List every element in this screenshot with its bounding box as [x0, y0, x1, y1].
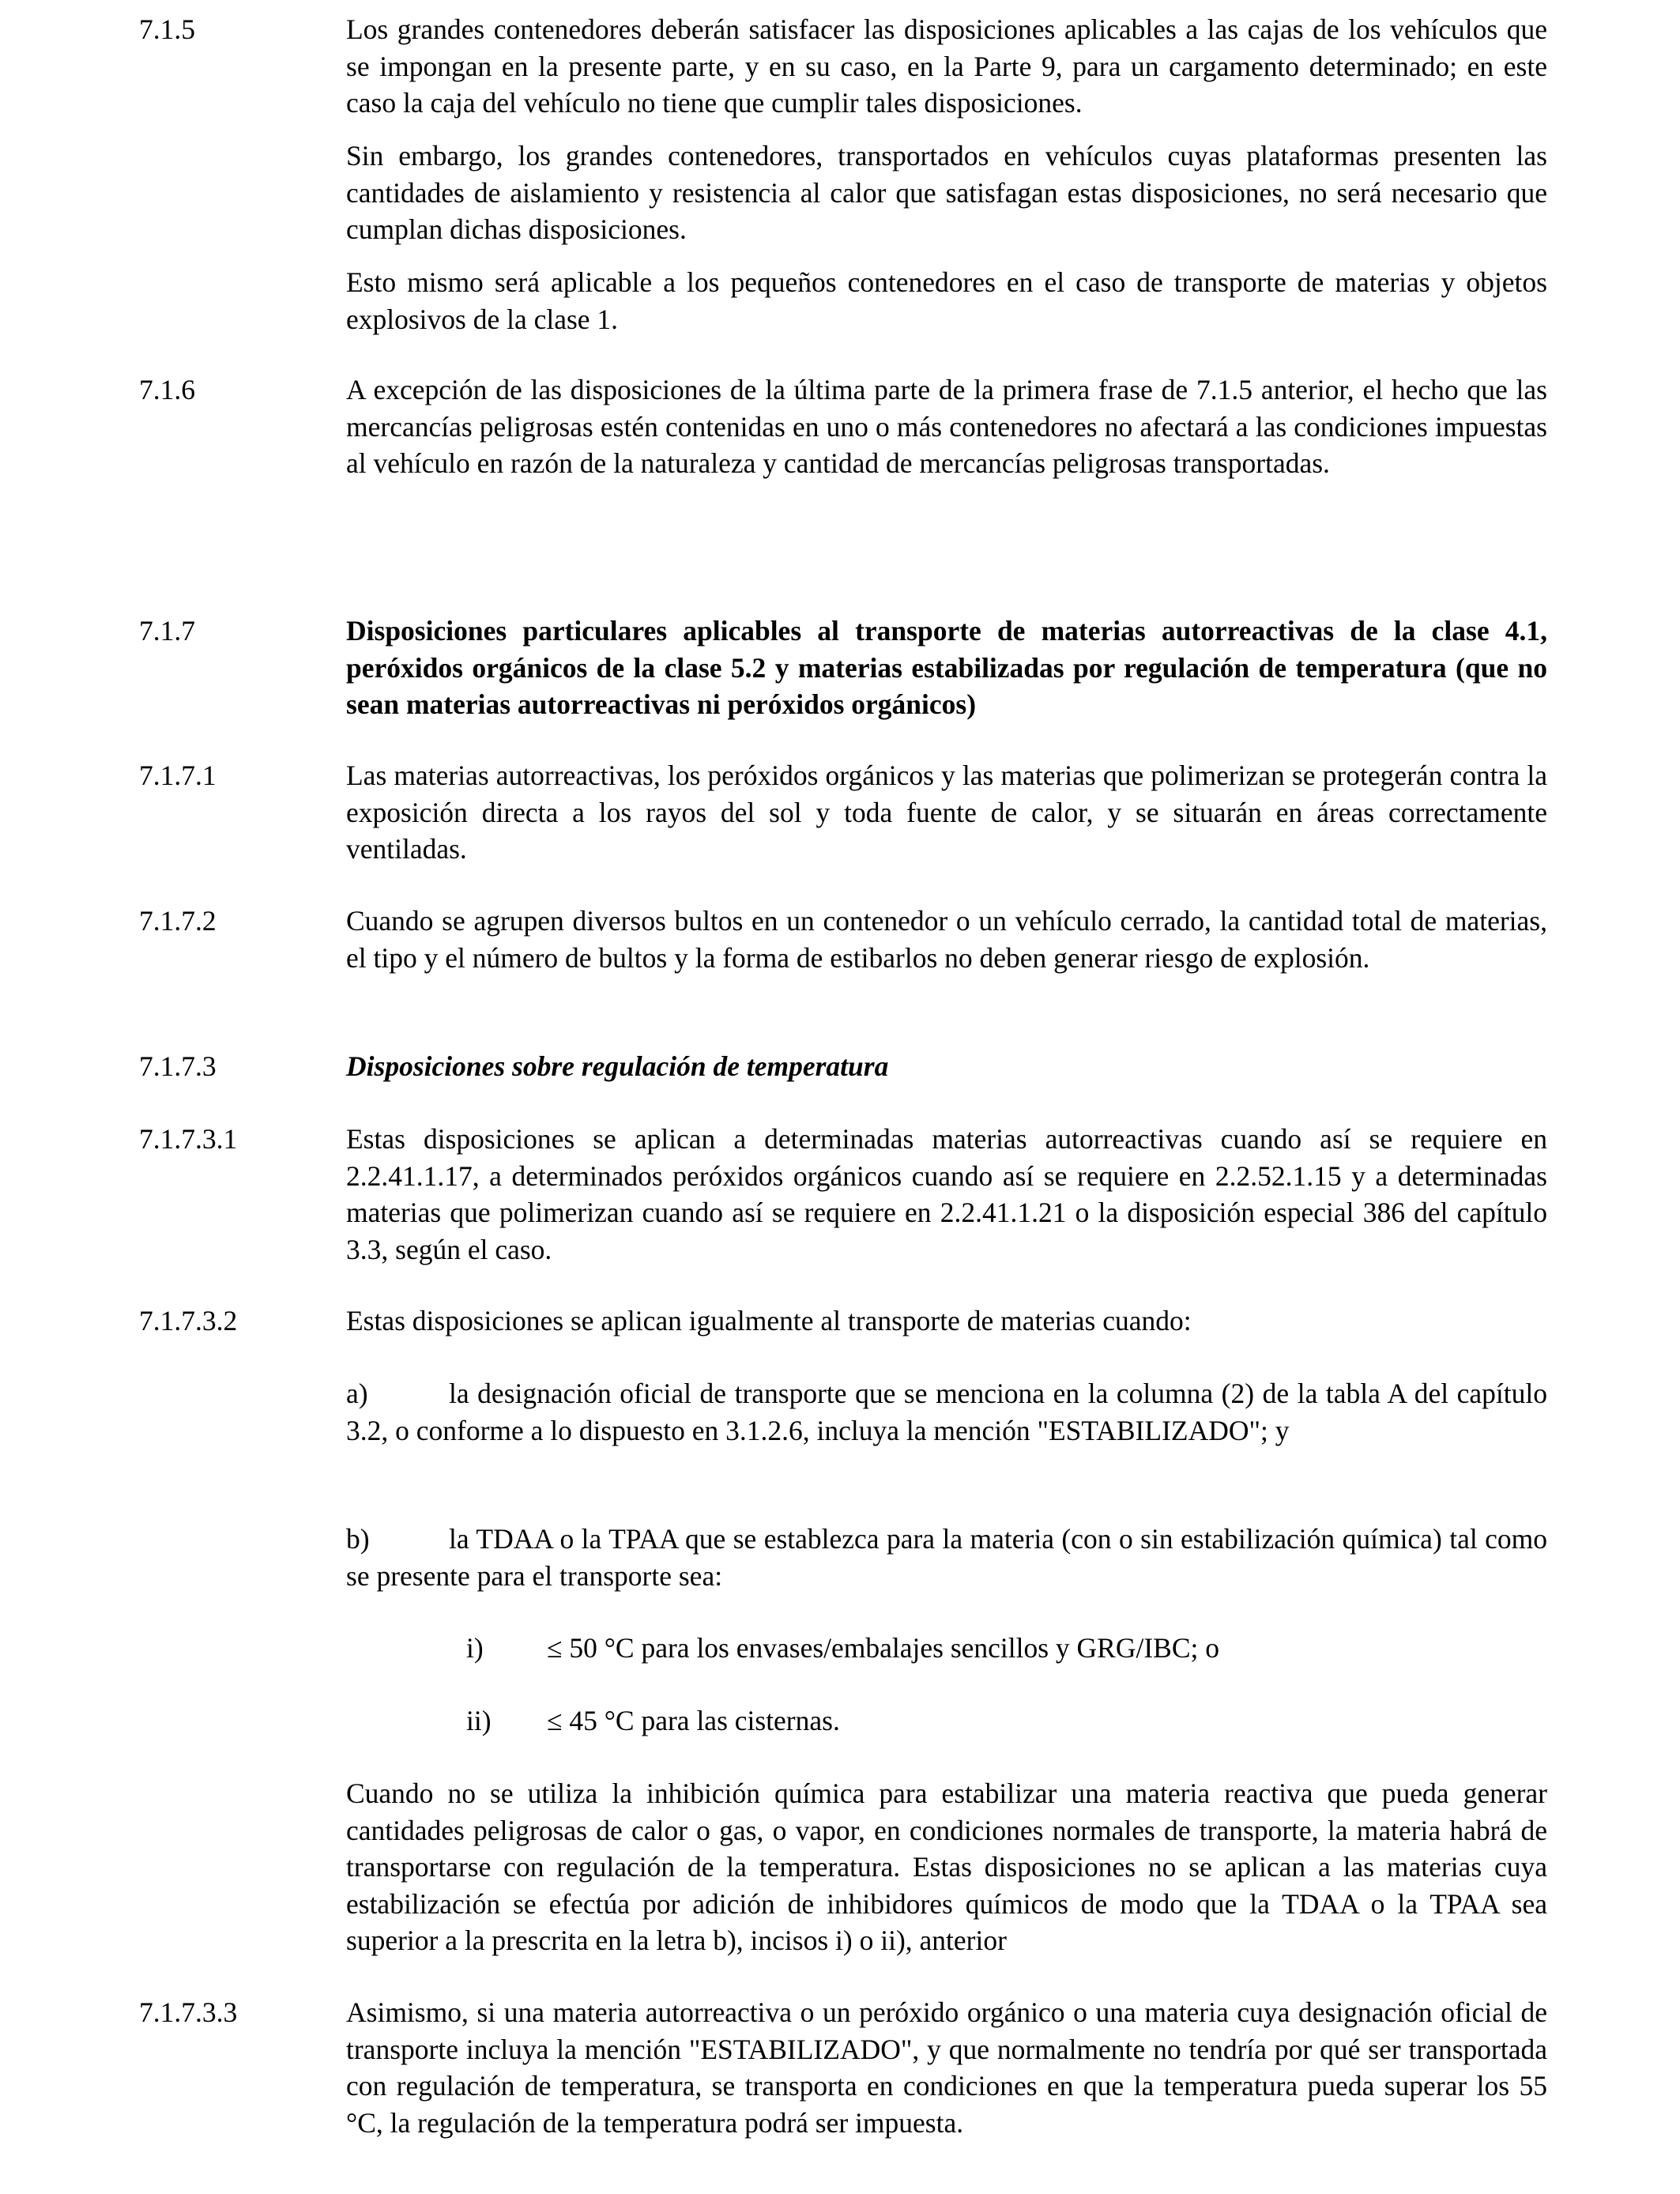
section-number-7-1-7: 7.1.7 — [139, 615, 195, 647]
section-number-7-1-6: 7.1.6 — [139, 374, 195, 405]
paragraph-7-1-7-3-1: Estas disposiciones se aplican a determinadas materias autorreactivas cuando así se requiere en 2.2.41.1.17, a determinados peróxidos orgánicos cuando así se requiere en 2.2.52.1.15 y a determinadas materias que polimerizan cuando así se requiere en 2.2.41.1.21 o la disposición especial 386 del capítulo 3.3, según el caso. — [346, 1123, 1547, 1265]
section-number-7-1-7-3: 7.1.7.3 — [139, 1050, 217, 1082]
list-label-b: b) — [346, 1523, 370, 1555]
section-number-7-1-7-1: 7.1.7.1 — [139, 760, 217, 791]
section-title-7-1-7-3: Disposiciones sobre regulación de temperatura — [346, 1050, 889, 1082]
list-text-a: la designación oficial de transporte que se menciona en la columna (2) de la tabla A del capítulo 3.2, o conforme a lo dispuesto en 3.1.2.6, incluya la mención "ESTABILIZADO"; y — [346, 1378, 1547, 1446]
paragraph-7-1-6: A excepción de las disposiciones de la última parte de la primera frase de 7.1.5 anterior, el hecho que las mercancías peligrosas estén contenidas en uno o más contenedores no afectará a las condiciones impuestas al vehículo en razón de la naturaleza y cantidad de mercancías peligrosas transportadas. — [346, 374, 1547, 479]
section-number-7-1-7-2: 7.1.7.2 — [139, 905, 217, 937]
paragraph-7-1-7-3-3: Asimismo, si una materia autorreactiva o un peróxido orgánico o una materia cuya designación oficial de transporte incluya la mención "ESTABILIZADO", y que normalmente no tendría por qué ser transportada con regulación de temperatura, se transporta en condiciones en que la temperatura pueda superar los 55 °C, la regulación de la temperatura podrá ser impuesta. — [346, 1996, 1547, 2139]
section-number-7-1-5: 7.1.5 — [139, 13, 195, 45]
list-text-ii: ≤ 45 °C para las cisternas. — [547, 1705, 840, 1736]
paragraph-7-1-5-b: Sin embargo, los grandes contenedores, transportados en vehículos cuyas plataformas presenten las cantidades de aislamiento y resistencia al calor que satisfagan estas disposiciones, no será necesario que cumplan dichas disposiciones. — [346, 140, 1547, 245]
paragraph-7-1-7-3-2-intro: Estas disposiciones se aplican igualmente al transporte de materias cuando: — [346, 1305, 1192, 1336]
list-text-i: ≤ 50 °C para los envases/embalajes sencillos y GRG/IBC; o — [547, 1632, 1220, 1664]
paragraph-7-1-5-c: Esto mismo será aplicable a los pequeños contenedores en el caso de transporte de materias y objetos explosivos de la clase 1. — [346, 266, 1547, 335]
list-item-a — [346, 1375, 1547, 1449]
list-label-a: a) — [346, 1378, 368, 1409]
paragraph-7-1-7-2: Cuando se agrupen diversos bultos en un contenedor o un vehículo cerrado, la cantidad total de materias, el tipo y el número de bultos y la forma de estibarlos no deben generar riesgo de explosión. — [346, 905, 1547, 974]
paragraph-7-1-7-3-2-b: Cuando no se utiliza la inhibición química para estabilizar una materia reactiva que pueda generar cantidades peligrosas de calor o gas, o vapor, en condiciones normales de transporte, la materia habrá de transportarse con regulación de la temperatura. Estas disposiciones no se aplican a las materias cuya estabilización se efectúa por adición de inhibidores químicos de modo que la TDAA o la TPAA sea superior a la prescrita en la letra b), incisos i) o ii), anterior — [346, 1777, 1547, 1956]
paragraph-7-1-5-a: Los grandes contenedores deberán satisfacer las disposiciones aplicables a las cajas de los vehículos que se impongan en la presente parte, y en su caso, en la Parte 9, para un cargamento determinado; en este caso la caja del vehículo no tiene que cumplir tales disposiciones. — [346, 13, 1547, 119]
paragraph-7-1-7-1: Las materias autorreactivas, los peróxidos orgánicos y las materias que polimerizan se protegerán contra la exposición directa a los rayos del sol y toda fuente de calor, y se situarán en áreas correctamente ventiladas. — [346, 760, 1547, 865]
section-number-7-1-7-3-1: 7.1.7.3.1 — [139, 1123, 238, 1155]
list-text-b: la TDAA o la TPAA que se establezca para la materia (con o sin estabilización química) tal como se presente para el transporte sea: — [346, 1523, 1547, 1592]
section-number-7-1-7-3-2: 7.1.7.3.2 — [139, 1305, 238, 1336]
section-number-7-1-7-3-3: 7.1.7.3.3 — [139, 1996, 238, 2028]
section-title-7-1-7: Disposiciones particulares aplicables al transporte de materias autorreactivas de la clase 4.1, peróxidos orgánicos de la clase 5.2 y materias estabilizadas por regulación de temperatura (que no sean materias autorreactivas ni peróxidos orgánicos) — [346, 615, 1547, 720]
list-label-i: i) — [466, 1632, 484, 1664]
list-label-ii: ii) — [466, 1705, 492, 1736]
list-item-b — [346, 1521, 1547, 1594]
